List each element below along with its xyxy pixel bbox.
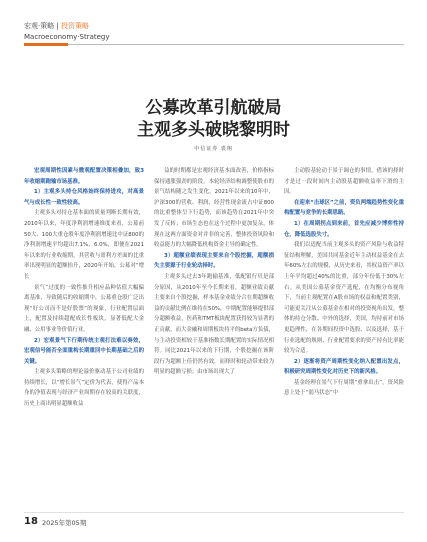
header-rule	[24, 44, 404, 45]
paragraph: 1）在周期拐点到来前，首先应减少博弈性持仓，降低选股失寸。	[284, 220, 404, 238]
issue-label: 2025年第05期	[42, 519, 87, 527]
paragraph: 2）宏观景气下行期传统主观打法难以奏效，宏观信号能否全面重构长期重回中长期基础之后的关键。	[24, 337, 144, 365]
article-byline: 中信证券 裘翔	[194, 146, 233, 152]
paragraph: 主观多头对持仓基本面的质量判断长期有效，2010年以来，年度净利润增速维度来看，公募前50大、100大重仓股年度净利润增速比中证800的净利润增速平均超出7.1%、6.0%，即便在2021年以来的行业收缩期，其营收与盈利方差面的比重率出现明显的超额抬升，2020年开始，公募对“增长	[24, 210, 144, 280]
paragraph: 在迎来“击球区”之前，资负两端趋势性变化重构配置与竞争的长期思路。	[284, 199, 404, 217]
article-column-2	[154, 166, 274, 378]
section-tag: 投资策略	[61, 22, 90, 30]
page-number: 18	[24, 516, 38, 527]
article-title-line-1: 公募改革引航破局	[145, 98, 282, 118]
paragraph: 主观多头策略的理论溢价驱动基于公司业绩的持续增长，以“增长景气”定价为代表，使得产品本身的净值表现与经济产业周期存在较高的关联度，历史上商出明显超额收益	[24, 369, 144, 408]
paragraph: 主观多头过去3年跑输基准，低配银行贝是部分原因，从2010年至今长期来看，超额业绩贡献主要来自个股挖掘，样本基金业绩分合在期超额收益的贡献比例在维持在50%，中期配置能够提供部分超额收益，医药和TMT板块配置获得较为显著的正贡献，而大金融和周期板块持平的beta方负债，与主动投资相较于基准指数长期配置的实际情况相符。同比2021年以来的下行期，个股挖掘在该阶段行为超额上佳仍然有效，而择时和轮动带来较为明显的超额亏损；由市场出现大了	[154, 273, 274, 376]
section-subtitle: Macroeconomy·Strategy	[24, 33, 110, 41]
section-name: 宏观·策略	[24, 22, 55, 30]
paragraph: 益的时期都是宏观经济基本面改善，价格指标保持通胀强劲的阶段。本轮经济结构调整使股市的景气结构随之发生变化，2021年以来的10年中，沪深300的营收、利润、经营性现金流占中证800的比重整体呈下行趋势，而该趋势在2021年中突发了反转；市场生态也在这个过程中更加复杂，体现在这两方面资金对并非的完善，整体投资风险和收益能力的大幅降低机构资金主导的确定性。	[154, 168, 274, 249]
section-label	[24, 22, 89, 31]
article-column-3	[284, 166, 404, 399]
paragraph: 主动股基轮动于景于调仓的事情，借该的择时才是过一段时间内主动股基超额收益率下滑的主因。	[284, 168, 404, 196]
paragraph: 景气”过度的一致性推升相应品种估值大幅偏离基准，导致随后的收缩期中，公募重仓股广泛出现“好公司而不是好股票”的现象，行业配置层面上，配置及持续超配成长性板块，显著低配大金融、公用事业等价值行业。	[24, 284, 144, 333]
paragraph: 我们以适配当前主观多头的资产风险与收益特征结构理解，美国共同基金近年主动权益基金在去年60%左右的规模，从历史来看，其权益资产率以上年平均超过40%的比重，部分年份低于30%左右。从美国公募基金资产选配，在均衡分布视角下，当前主观配置在A股市场的权益和配置类别，可能更关注从公募基金在相对的投资视角出发，整体的持仓分散、中外的选择，美国，均持前对市场更趋理性，在各期间投资中选股、以及选择，基于行业选配的规则、行业配置要求的资产持有比率能较为合适。	[284, 242, 404, 355]
section-divider: |	[56, 22, 59, 30]
paragraph: 宏观周期性因素与微观配置决策相叠加，致3年收缩期跑输市场基准。	[24, 168, 144, 185]
article-column-1	[24, 166, 144, 410]
paragraph: 基金经理在景气下行周期“重拿出击”，资风险意上处于“弱马状态”中	[284, 379, 404, 397]
paragraph: 1）主观多头持仓风格始终保持进攻，对高景气与成长性一致性较高。	[24, 189, 144, 206]
footer-rule	[24, 512, 404, 513]
paragraph: 3）超额业绩表现主要来自个股挖掘，超额损失主要源于行业轮动择时。	[154, 252, 274, 270]
article-title-line-2: 主观多头破晓黎明时	[137, 120, 290, 140]
header-accent-bar	[24, 43, 68, 46]
paragraph: 2）逐渐将资产周期性变化纳入配置出发点，积极研究周期性变化对历史下的新风格。	[284, 358, 404, 376]
